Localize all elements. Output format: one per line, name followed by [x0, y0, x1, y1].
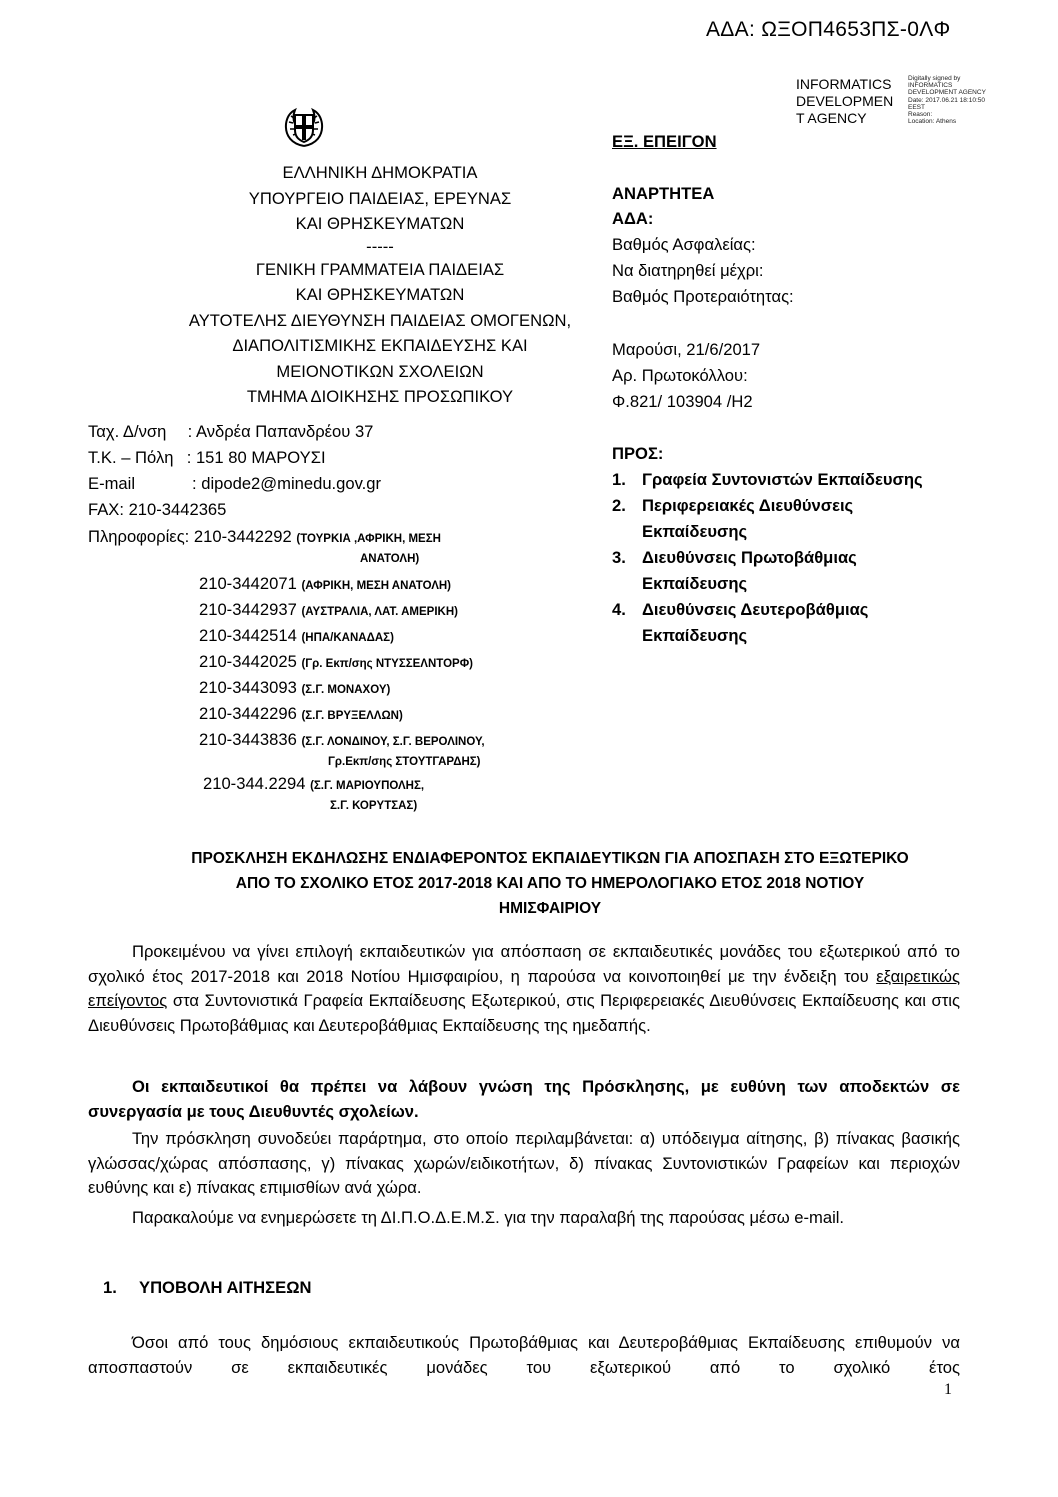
phone-number: 210-3442937	[199, 600, 297, 619]
phone-line	[199, 626, 394, 646]
phone-note: (Σ.Γ. ΒΡΥΞΕΛΛΩΝ)	[301, 710, 403, 722]
phone-line	[203, 774, 424, 794]
signature-meta-line: Reason:	[908, 111, 933, 119]
priority-level: Βαθμός Προτεραιότητας:	[612, 287, 794, 306]
phone-line	[199, 652, 473, 672]
phone-number: 210-344.2294	[203, 774, 306, 793]
ada-header: ΑΔΑ: ΩΞΟΠ4653ΠΣ-0ΛΦ	[706, 18, 951, 41]
phone-number: 210-3442071	[199, 574, 297, 593]
contact-info	[88, 527, 441, 547]
body-paragraph: Όσοι από τους δημόσιους εκπαιδευτικούς Πρωτοβάθμιας και Δευτεροβάθμιας Εκπαίδευσης επιθυμούν να αποσπαστούν σε εκπαιδευτικές μονάδες του εξωτερικού από το σχολικό έτος	[88, 1333, 960, 1377]
phone-note: (ΑΥΣΤΡΑΛΙΑ, ΛΑΤ. ΑΜΕΡΙΚΗ)	[301, 606, 458, 618]
signature-meta-line: Digitally signed by	[908, 75, 961, 82]
phone-note: (Σ.Γ. ΜΑΡΙΟΥΠΟΛΗΣ,	[310, 780, 425, 792]
section-number: 1.	[103, 1278, 117, 1297]
title-line: ΑΠΟ ΤΟ ΣΧΟΛΙΚΟ ΕΤΟΣ 2017-2018 ΚΑΙ ΑΠΟ ΤΟ ΗΜΕΡΟΛΟΓΙΑΚΟ ΕΤΟΣ 2018 ΝΟΤΙΟΥ	[235, 875, 865, 892]
contact-email	[88, 474, 381, 494]
phone-line	[199, 704, 403, 724]
title-line: ΠΡΟΣΚΛΗΣΗ ΕΚΔΗΛΩΣΗΣ ΕΝΔΙΑΦΕΡΟΝΤΟΣ ΕΚΠΑΙΔΕΥΤΙΚΩΝ ΓΙΑ ΑΠΟΣΠΑΣΗ ΣΤΟ ΕΞΩΤΕΡΙΚΟ	[191, 850, 909, 867]
phone-line	[199, 730, 485, 750]
signature-meta-line: DEVELOPMENT AGENCY	[908, 89, 986, 97]
sender-line: ΔΙΑΠΟΛΙΤΙΣΜΙΚΗΣ ΕΚΠΑΙΔΕΥΣΗΣ ΚΑΙ	[232, 336, 528, 355]
title-line: ΗΜΙΣΦΑΙΡΙΟΥ	[498, 900, 602, 917]
phone-note: (Σ.Γ. ΜΟΝΑΧΟΥ)	[301, 684, 391, 696]
recipient-name: Γραφεία Συντονιστών Εκπαίδευσης	[642, 470, 923, 489]
body-paragraph-bold: Οι εκπαιδευτικοί θα πρέπει να λάβουν γνώση της Πρόσκλησης, με ευθύνη των αποδεκτών σε συνεργασία με τους Διευθυντές σχολείων.	[88, 1077, 960, 1121]
sender-line: ΚΑΙ ΘΡΗΣΚΕΥΜΑΤΩΝ	[295, 214, 465, 233]
security-level: Βαθμός Ασφαλείας:	[612, 235, 756, 254]
recipient-number: 1.	[612, 470, 626, 489]
protocol-label: Αρ. Πρωτοκόλλου:	[612, 366, 748, 385]
recipient-name-cont: Εκπαίδευσης	[642, 522, 748, 541]
page-number: 1	[944, 1381, 952, 1398]
paragraph-text: στα Συντονιστικά Γραφεία Εκπαίδευσης Εξωτερικού, στις Περιφερειακές Διευθύνσεις Εκπαίδευσης και στις Διευθύνσεις Πρωτοβάθμιας και Δευτεροβάθμιας Εκπαίδευσης της ημεδαπής.	[88, 991, 960, 1035]
urgency-label: ΕΞ. ΕΠΕΙΓΟΝ	[612, 132, 717, 151]
phone-line	[199, 678, 390, 698]
urgent-emphasis: εξαιρετικώς επείγοντος	[88, 966, 960, 1010]
info-note: (ΤΟΥΡΚΙΑ ,ΑΦΡΙΚΗ, ΜΕΣΗ	[296, 533, 441, 545]
email-label: E-mail	[88, 474, 136, 493]
phone-line	[199, 574, 451, 594]
document-title	[100, 846, 1000, 921]
recipient-name: Διευθύνσεις Δευτεροβάθμιας	[642, 600, 869, 619]
phone-note: (Σ.Γ. ΛΟΝΔΙΝΟΥ, Σ.Γ. ΒΕΡΟΛΙΝΟΥ,	[301, 736, 485, 748]
signature-org-line: INFORMATICS	[796, 76, 892, 92]
signature-details	[908, 75, 986, 125]
protocol-number: Φ.821/ 103904 /Η2	[612, 392, 753, 411]
phone-number: 210-3442514	[199, 626, 297, 645]
ada-label: ΑΔΑ:	[612, 209, 654, 228]
recipient-name-cont: Εκπαίδευσης	[642, 574, 748, 593]
section-heading	[103, 1278, 311, 1298]
sender-line: ΥΠΟΥΡΓΕΙΟ ΠΑΙΔΕΙΑΣ, ΕΡΕΥΝΑΣ	[248, 188, 512, 208]
signature-meta-line: INFORMATICS	[908, 82, 953, 90]
signature-organization	[796, 76, 893, 127]
sender-line: ΜΕΙΟΝΟΤΙΚΩΝ ΣΧΟΛΕΙΩΝ	[276, 361, 484, 381]
phone-note: (ΗΠΑ/ΚΑΝΑΔΑΣ)	[301, 632, 394, 644]
sender-header	[180, 160, 580, 410]
info-note-cont: ΑΝΑΤΟΛΗ)	[360, 553, 420, 565]
signature-org-line: T AGENCY	[796, 110, 867, 126]
phone-number: 210-3443836	[199, 730, 297, 749]
paragraph-text: Προκειμένου να γίνει επιλογή εκπαιδευτικών για απόσπαση σε εκπαιδευτικές μονάδες του εξωτερικού από το σχολικό έτος 2017-2018 και 2018 Νοτίου Ημισφαιρίου, η παρούσα να κοινοποιηθεί με την ένδειξη του	[88, 942, 960, 986]
phone-note: (Γρ. Εκπ/σης ΝΤΥΣΣΕΛΝΤΟΡΦ)	[301, 658, 473, 670]
info-label: Πληροφορίες: 210-3442292	[88, 527, 292, 546]
city-label: Τ.Κ. – Πόλη	[88, 448, 174, 467]
address-label: Ταχ. Δ/νση	[88, 422, 167, 441]
email-value: : dipode2@minedu.gov.gr	[192, 474, 382, 493]
recipient-name: Περιφερειακές Διευθύνσεις	[642, 496, 854, 515]
body-paragraph: Την πρόσκληση συνοδεύει παράρτημα, στο οποίο περιλαμβάνεται: α) υπόδειγμα αίτησης, β) πίνακας βασικής γλώσσας/χώρας απόσπασης, γ) πίνακας χωρών/ειδικοτήτων, δ) πίνακας Συντονιστικών Γραφείων και περιοχών ευθύνης και ε) πίνακας επιμισθίων ανά χώρα.	[88, 1129, 960, 1197]
body-paragraph	[88, 940, 960, 1038]
sender-line: ΤΜΗΜΑ ΔΙΟΙΚΗΣΗΣ ΠΡΟΣΩΠΙΚΟΥ	[246, 387, 514, 406]
sender-line: ΕΛΛΗΝΙΚΗ ΔΗΜΟΚΡΑΤΙΑ	[282, 163, 478, 182]
address-value: : Ανδρέα Παπανδρέου 37	[187, 422, 374, 441]
phone-number: 210-3443093	[199, 678, 297, 697]
sender-line: ΓΕΝΙΚΗ ΓΡΑΜΜΑΤΕΙΑ ΠΑΙΔΕΙΑΣ	[255, 259, 505, 279]
posted-label: ΑΝΑΡΤΗΤΕΑ	[612, 184, 715, 203]
retain-until: Να διατηρηθεί μέχρι:	[612, 261, 764, 280]
contact-city	[88, 448, 326, 468]
signature-meta-line: Location: Athens	[908, 118, 957, 126]
recipient-name: Διευθύνσεις Πρωτοβάθμιας	[642, 548, 857, 567]
phone-number: 210-3442025	[199, 652, 297, 671]
document-date: Μαρούσι, 21/6/2017	[612, 340, 761, 359]
recipient-number: 2.	[612, 496, 626, 515]
signature-org-line: DEVELOPMEN	[796, 93, 894, 109]
body-paragraph: Παρακαλούμε να ενημερώσετε τη ΔΙ.Π.Ο.Δ.Ε.Μ.Σ. για την παραλαβή της παρούσας μέσω e-mail.	[132, 1208, 845, 1227]
phone-note-cont: Γρ.Εκπ/σης ΣΤΟΥΤΓΑΡΔΗΣ)	[328, 756, 481, 768]
phone-line	[199, 600, 458, 620]
signature-meta-line: Date: 2017.06.21 18:10:50	[908, 96, 985, 104]
signature-meta-line: EEST	[908, 103, 925, 111]
phone-note-cont: Σ.Γ. ΚΟΡΥΤΣΑΣ)	[330, 800, 418, 812]
contact-address	[88, 422, 373, 442]
recipient-number: 3.	[612, 548, 626, 567]
sender-line: ΚΑΙ ΘΡΗΣΚΕΥΜΑΤΩΝ	[295, 285, 465, 304]
sender-line: ΑΥΤΟΤΕΛΗΣ ΔΙΕΥΘΥΝΣΗ ΠΑΙΔΕΙΑΣ ΟΜΟΓΕΝΩΝ,	[188, 310, 572, 330]
sender-divider: -----	[366, 236, 394, 256]
city-value: : 151 80 ΜΑΡΟΥΣΙ	[186, 448, 326, 467]
phone-number: 210-3442296	[199, 704, 297, 723]
phone-note: (ΑΦΡΙΚΗ, ΜΕΣΗ ΑΝΑΤΟΛΗ)	[301, 580, 452, 592]
recipient-name-cont: Εκπαίδευσης	[642, 626, 748, 645]
contact-fax: FAX: 210-3442365	[88, 500, 227, 519]
greek-coat-of-arms-icon	[282, 106, 326, 150]
recipient-number: 4.	[612, 600, 626, 619]
recipients-label: ΠΡΟΣ:	[612, 444, 664, 463]
section-title: ΥΠΟΒΟΛΗ ΑΙΤΗΣΕΩΝ	[139, 1278, 312, 1297]
